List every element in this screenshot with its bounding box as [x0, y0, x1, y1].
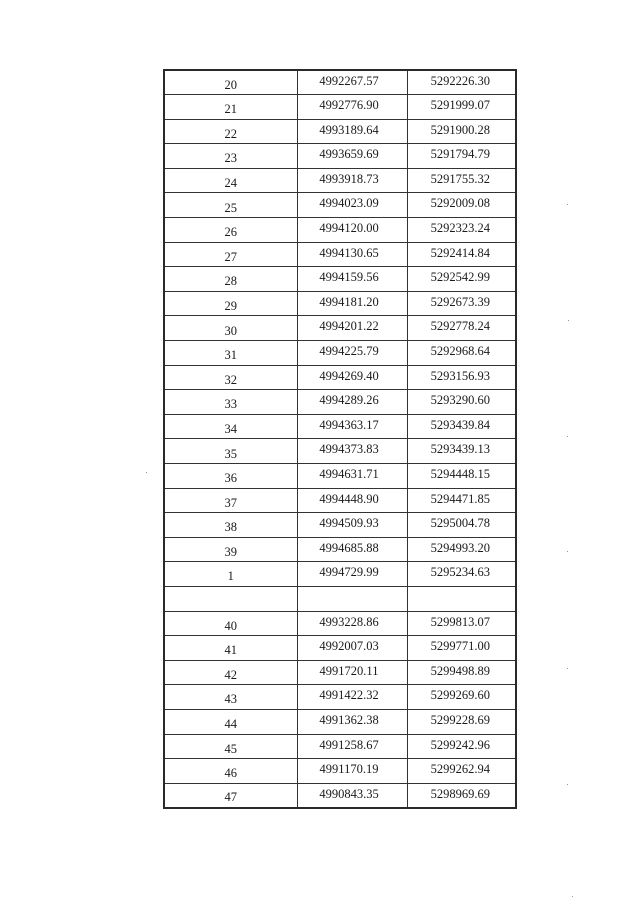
- y-coordinate-cell: 5294993.20: [407, 537, 516, 562]
- x-coordinate-cell: 4993228.86: [297, 611, 407, 636]
- table-row: [164, 513, 516, 538]
- point-number-cell: 44: [164, 709, 297, 734]
- point-number-cell: 47: [164, 783, 297, 808]
- table-row: [164, 685, 516, 710]
- x-coordinate-cell: 4991362.38: [297, 709, 407, 734]
- y-coordinate-cell: 5293290.60: [407, 390, 516, 415]
- y-coordinate-cell: 5295004.78: [407, 513, 516, 538]
- point-number-cell: 46: [164, 759, 297, 784]
- point-number-cell: 26: [164, 218, 297, 243]
- y-coordinate-cell: 5299262.94: [407, 759, 516, 784]
- x-coordinate-cell: 4992267.57: [297, 70, 407, 95]
- point-number-cell: 36: [164, 464, 297, 489]
- x-coordinate-cell: 4994685.88: [297, 537, 407, 562]
- table-row: [164, 586, 516, 611]
- x-coordinate-cell: 4994509.93: [297, 513, 407, 538]
- y-coordinate-cell: 5299771.00: [407, 636, 516, 661]
- table-row: [164, 193, 516, 218]
- point-number-cell: 28: [164, 267, 297, 292]
- point-number-cell: 31: [164, 341, 297, 366]
- point-number-cell: 45: [164, 734, 297, 759]
- point-number-cell: 20: [164, 70, 297, 95]
- table-row: [164, 488, 516, 513]
- x-coordinate-cell: 4994225.79: [297, 341, 407, 366]
- y-coordinate-cell: 5299498.89: [407, 660, 516, 685]
- point-number-cell: 22: [164, 119, 297, 144]
- y-coordinate-cell: 5294471.85: [407, 488, 516, 513]
- table-row: [164, 660, 516, 685]
- y-coordinate-cell: 5292968.64: [407, 341, 516, 366]
- point-number-cell: 39: [164, 537, 297, 562]
- y-coordinate-cell: 5292414.84: [407, 242, 516, 267]
- table-row: [164, 537, 516, 562]
- point-number-cell: 33: [164, 390, 297, 415]
- y-coordinate-cell: 5292673.39: [407, 291, 516, 316]
- y-coordinate-cell: 5298969.69: [407, 783, 516, 808]
- point-number-cell: 34: [164, 414, 297, 439]
- x-coordinate-cell: 4994269.40: [297, 365, 407, 390]
- y-coordinate-cell: 5291755.32: [407, 168, 516, 193]
- x-coordinate-cell: [297, 586, 407, 611]
- scan-speck: [146, 472, 147, 473]
- table-row: [164, 341, 516, 366]
- y-coordinate-cell: 5292778.24: [407, 316, 516, 341]
- y-coordinate-cell: 5291900.28: [407, 119, 516, 144]
- x-coordinate-cell: 4994448.90: [297, 488, 407, 513]
- table-row: [164, 291, 516, 316]
- table-row: [164, 759, 516, 784]
- table-row: [164, 734, 516, 759]
- y-coordinate-cell: 5299813.07: [407, 611, 516, 636]
- x-coordinate-cell: 4992776.90: [297, 95, 407, 120]
- point-number-cell: 32: [164, 365, 297, 390]
- point-number-cell: 40: [164, 611, 297, 636]
- y-coordinate-cell: 5294448.15: [407, 464, 516, 489]
- point-number-cell: 43: [164, 685, 297, 710]
- table-row: [164, 168, 516, 193]
- point-number-cell: 35: [164, 439, 297, 464]
- point-number-cell: 1: [164, 562, 297, 587]
- point-number-cell: 38: [164, 513, 297, 538]
- x-coordinate-cell: 4994373.83: [297, 439, 407, 464]
- table-row: [164, 242, 516, 267]
- y-coordinate-cell: 5292323.24: [407, 218, 516, 243]
- point-number-cell: 37: [164, 488, 297, 513]
- table-row: [164, 365, 516, 390]
- table-row: [164, 316, 516, 341]
- y-coordinate-cell: 5291999.07: [407, 95, 516, 120]
- scan-speck: [567, 784, 568, 785]
- y-coordinate-cell: 5292226.30: [407, 70, 516, 95]
- scan-speck: [567, 436, 568, 437]
- x-coordinate-cell: 4994631.71: [297, 464, 407, 489]
- point-number-cell: 41: [164, 636, 297, 661]
- x-coordinate-cell: 4994363.17: [297, 414, 407, 439]
- point-number-cell: 29: [164, 291, 297, 316]
- point-number-cell: 42: [164, 660, 297, 685]
- table-row: [164, 95, 516, 120]
- table-row: [164, 562, 516, 587]
- x-coordinate-cell: 4994120.00: [297, 218, 407, 243]
- table-row: [164, 414, 516, 439]
- point-number-cell: 24: [164, 168, 297, 193]
- point-number-cell: [164, 586, 297, 611]
- x-coordinate-cell: 4994201.22: [297, 316, 407, 341]
- y-coordinate-cell: 5291794.79: [407, 144, 516, 169]
- y-coordinate-cell: 5299228.69: [407, 709, 516, 734]
- x-coordinate-cell: 4990843.35: [297, 783, 407, 808]
- y-coordinate-cell: 5299242.96: [407, 734, 516, 759]
- x-coordinate-cell: 4994130.65: [297, 242, 407, 267]
- table-row: [164, 70, 516, 95]
- y-coordinate-cell: 5295234.63: [407, 562, 516, 587]
- table-row: [164, 439, 516, 464]
- y-coordinate-cell: 5293156.93: [407, 365, 516, 390]
- table-row: [164, 390, 516, 415]
- scan-speck: [567, 204, 568, 205]
- scan-speck: [567, 551, 568, 552]
- y-coordinate-cell: 5292542.99: [407, 267, 516, 292]
- table-row: [164, 611, 516, 636]
- y-coordinate-cell: 5299269.60: [407, 685, 516, 710]
- x-coordinate-cell: 4991170.19: [297, 759, 407, 784]
- scan-speck: [568, 320, 569, 321]
- table-row: [164, 144, 516, 169]
- point-number-cell: 25: [164, 193, 297, 218]
- point-number-cell: 30: [164, 316, 297, 341]
- scan-speck: [567, 668, 568, 669]
- table-row: [164, 218, 516, 243]
- x-coordinate-cell: 4994159.56: [297, 267, 407, 292]
- x-coordinate-cell: 4991720.11: [297, 660, 407, 685]
- table-row: [164, 464, 516, 489]
- x-coordinate-cell: 4992007.03: [297, 636, 407, 661]
- x-coordinate-cell: 4993918.73: [297, 168, 407, 193]
- point-number-cell: 21: [164, 95, 297, 120]
- y-coordinate-cell: 5292009.08: [407, 193, 516, 218]
- table-row: [164, 267, 516, 292]
- coordinates-table: [163, 69, 517, 809]
- table-row: [164, 636, 516, 661]
- table-row: [164, 709, 516, 734]
- x-coordinate-cell: 4993659.69: [297, 144, 407, 169]
- scan-speck: [572, 896, 573, 897]
- x-coordinate-cell: 4993189.64: [297, 119, 407, 144]
- table-row: [164, 119, 516, 144]
- y-coordinate-cell: [407, 586, 516, 611]
- x-coordinate-cell: 4994729.99: [297, 562, 407, 587]
- x-coordinate-cell: 4994181.20: [297, 291, 407, 316]
- y-coordinate-cell: 5293439.84: [407, 414, 516, 439]
- x-coordinate-cell: 4991258.67: [297, 734, 407, 759]
- x-coordinate-cell: 4991422.32: [297, 685, 407, 710]
- y-coordinate-cell: 5293439.13: [407, 439, 516, 464]
- coordinates-table-body: [164, 70, 516, 808]
- x-coordinate-cell: 4994289.26: [297, 390, 407, 415]
- point-number-cell: 27: [164, 242, 297, 267]
- point-number-cell: 23: [164, 144, 297, 169]
- table-row: [164, 783, 516, 808]
- x-coordinate-cell: 4994023.09: [297, 193, 407, 218]
